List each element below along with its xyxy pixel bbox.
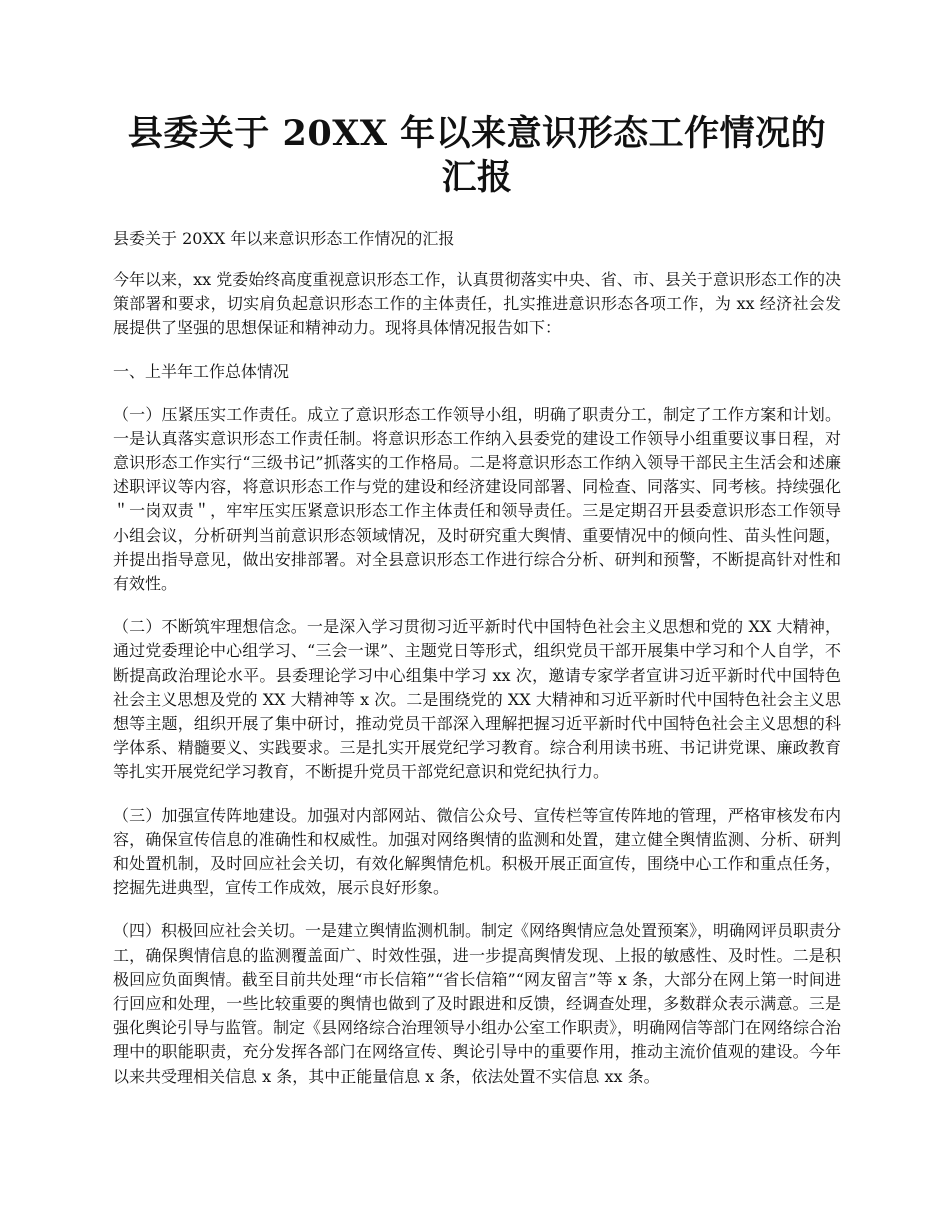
paragraph-public-concern: （四）积极回应社会关切。一是建立舆情监测机制。制定《网络舆情应急处置预案》，明确网评员职责分工，确保舆情信息的监测覆盖面广、时效性强，进一步提高舆情发现、上报的敏感性、及时性。二是积极回应负面舆情。截至目前共处理“市长信箱”“省长信箱”“网友留言”等 x 条，大部分在网上第一时间进行回应和处理，一些比较重要的舆情也做到了及时跟进和反馈，经调查处理，多数群众表示满意。三是强化舆论引导与监管。制定《县网络综合治理领导小组办公室工作职责》，明确网信等部门在网络综合治理中的职能职责，充分发挥各部门在网络宣传、舆论引导中的重要作用，推动主流价值观的建设。今年以来共受理相关信息 x 条，其中正能量信息 x 条，依法处置不实信息 xx 条。 bbox=[113, 921, 842, 1086]
document-page bbox=[113, 112, 841, 1089]
paragraph-publicity: （三）加强宣传阵地建设。加强对内部网站、微信公众号、宣传栏等宣传阵地的管理，严格审核发布内容，确保宣传信息的准确性和权威性。加强对网络舆情的监测和处置，建立健全舆情监测、分析、研判和处置机制，及时回应社会关切，有效化解舆情危机。积极开展正面宣传，围绕中心工作和重点任务，挖掘先进典型，宣传工作成效，展示良好形象。 bbox=[113, 805, 841, 898]
intro-paragraph: 今年以来，xx 党委始终高度重视意识形态工作，认真贯彻落实中央、省、市、县关于意识形态工作的决策部署和要求，切实肩负起意识形态工作的主体责任，扎实推进意识形态各项工作，为 xx 经济社会发展提供了坚强的思想保证和精神动力。现将具体情况报告如下： bbox=[113, 270, 841, 338]
document-title bbox=[113, 112, 841, 200]
paragraph-ideals: （二）不断筑牢理想信念。一是深入学习贯彻习近平新时代中国特色社会主义思想和党的 XX 大精神，通过党委理论中心组学习、“三会一课”、主题党日等形式，组织党员干部开展集中学习和个人自学，不断提高政治理论水平。县委理论学习中心组集中学习 xx 次，邀请专家学者宣讲习近平新时代中国特色社会主义思想及党的 XX 大精神等 x 次。二是围绕党的 XX 大精神和习近平新时代中国特色社会主义思想等主题，组织开展了集中研讨，推动党员干部深入理解把握习近平新时代中国特色社会主义思想的科学体系、精髓要义、实践要求。三是扎实开展党纪学习教育。综合利用读书班、书记讲党课、廉政教育等扎实开展党纪学习教育，不断提升党员干部党纪意识和党纪执行力。 bbox=[113, 617, 841, 782]
document-subtitle: 县委关于 20XX 年以来意识形态工作情况的汇报 bbox=[113, 229, 455, 248]
paragraph-responsibility: （一）压紧压实工作责任。成立了意识形态工作领导小组，明确了职责分工，制定了工作方案和计划。一是认真落实意识形态工作责任制。将意识形态工作纳入县委党的建设工作领导小组重要议事日程，对意识形态工作实行“三级书记”抓落实的工作格局。二是将意识形态工作纳入领导干部民主生活会和述廉述职评议等内容，将意识形态工作与党的建设和经济建设同部署、同检查、同落实、同考核。持续强化＂一岗双责＂，牢牢压实压紧意识形态工作主体责任和领导责任。三是定期召开县委意识形态工作领导小组会议，分析研判当前意识形态领域情况，及时研究重大舆情、重要情况中的倾向性、苗头性问题，并提出指导意见，做出安排部署。对全县意识形态工作进行综合分析、研判和预警，不断提高针对性和有效性。 bbox=[113, 404, 841, 594]
title-line-1: 县委关于 20XX 年以来意识形态工作情况的 bbox=[127, 113, 827, 154]
title-line-2: 汇报 bbox=[441, 157, 513, 198]
section-heading: 一、上半年工作总体情况 bbox=[113, 361, 290, 381]
